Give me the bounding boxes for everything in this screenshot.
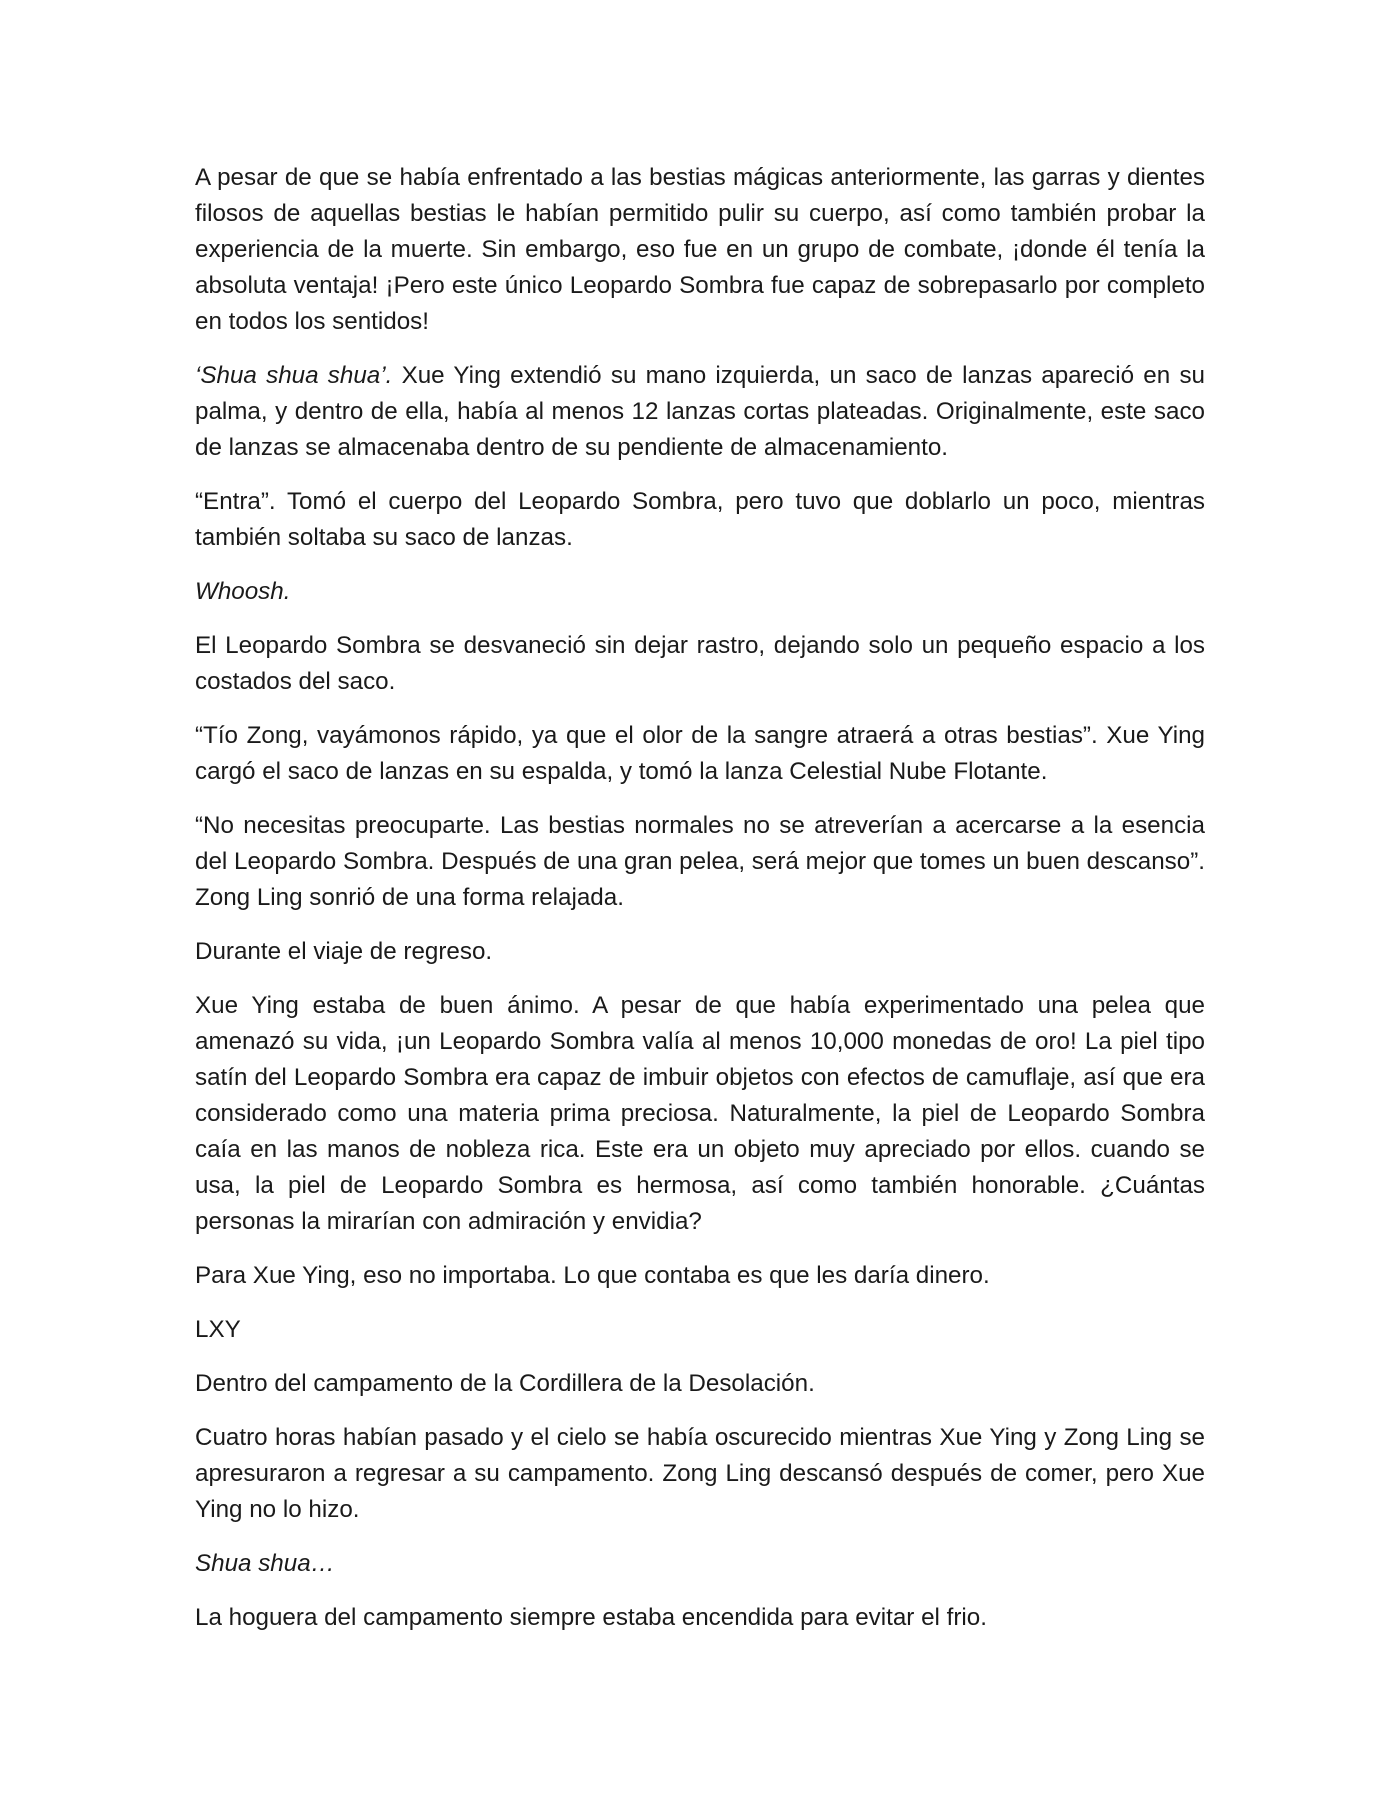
paragraph-12: Dentro del campamento de la Cordillera de la Desolación. <box>195 1370 815 1397</box>
paragraph-9: Xue Ying estaba de buen ánimo. A pesar de que había experimentado una pelea que amenazó su vida, ¡un Leopardo Sombra valía al menos 10,000 monedas de oro! La piel tipo satín del Leopardo Sombra era capaz de imbuir objetos con efectos de camuflaje, así que era considerado como una materia prima preciosa. Naturalmente, la piel de Leopardo Sombra caía en las manos de nobleza rica. Este era un objeto muy apreciado por ellos. cuando se usa, la piel de Leopardo Sombra es hermosa, así como también honorable. ¿Cuántas personas la mirarían con admiración y envidia? <box>195 992 1205 1235</box>
paragraph-10: Para Xue Ying, eso no importaba. Lo que contaba es que les daría dinero. <box>195 1262 990 1289</box>
paragraph-13: Cuatro horas habían pasado y el cielo se había oscurecido mientras Xue Ying y Zong Ling se apresuraron a regresar a su campamento. Zong Ling descansó después de comer, pero Xue Ying no lo hizo. <box>195 1424 1205 1523</box>
paragraph-1: A pesar de que se había enfrentado a las bestias mágicas anteriormente, las garras y dientes filosos de aquellas bestias le habían permitido pulir su cuerpo, así como también probar la experiencia de la muerte. Sin embargo, eso fue en un grupo de combate, ¡donde él tenía la absoluta ventaja! ¡Pero este único Leopardo Sombra fue capaz de sobrepasarlo por completo en todos los sentidos! <box>195 164 1205 335</box>
paragraph-6: “Tío Zong, vayámonos rápido, ya que el olor de la sangre atraerá a otras bestias”. Xue Ying cargó el saco de lanzas en su espalda, y tomó la lanza Celestial Nube Flotante. <box>195 722 1205 785</box>
paragraph-4: Whoosh. <box>195 578 291 605</box>
paragraph-2 <box>195 358 1205 466</box>
section-separator: LXY <box>195 1316 241 1343</box>
paragraph-2-body: Xue Ying extendió su mano izquierda, un saco de lanzas apareció en su palma, y dentro de ella, había al menos 12 lanzas cortas plateadas. Originalmente, este saco de lanzas se almacenaba dentro de su pendiente de almacenamiento. <box>195 362 1205 461</box>
paragraph-14: Shua shua… <box>195 1550 335 1577</box>
paragraph-5: El Leopardo Sombra se desvaneció sin dejar rastro, dejando solo un pequeño espacio a los costados del saco. <box>195 632 1205 695</box>
document-page <box>195 160 1205 1654</box>
paragraph-7: “No necesitas preocuparte. Las bestias normales no se atreverían a acercarse a la esencia del Leopardo Sombra. Después de una gran pelea, será mejor que tomes un buen descanso”. Zong Ling sonrió de una forma relajada. <box>195 812 1205 911</box>
paragraph-15: La hoguera del campamento siempre estaba encendida para evitar el frio. <box>195 1604 987 1631</box>
paragraph-8: Durante el viaje de regreso. <box>195 938 493 965</box>
paragraph-3: “Entra”. Tomó el cuerpo del Leopardo Sombra, pero tuvo que doblarlo un poco, mientras también soltaba su saco de lanzas. <box>195 488 1205 551</box>
paragraph-2-italic-lead: ‘Shua shua shua’. <box>195 362 393 389</box>
